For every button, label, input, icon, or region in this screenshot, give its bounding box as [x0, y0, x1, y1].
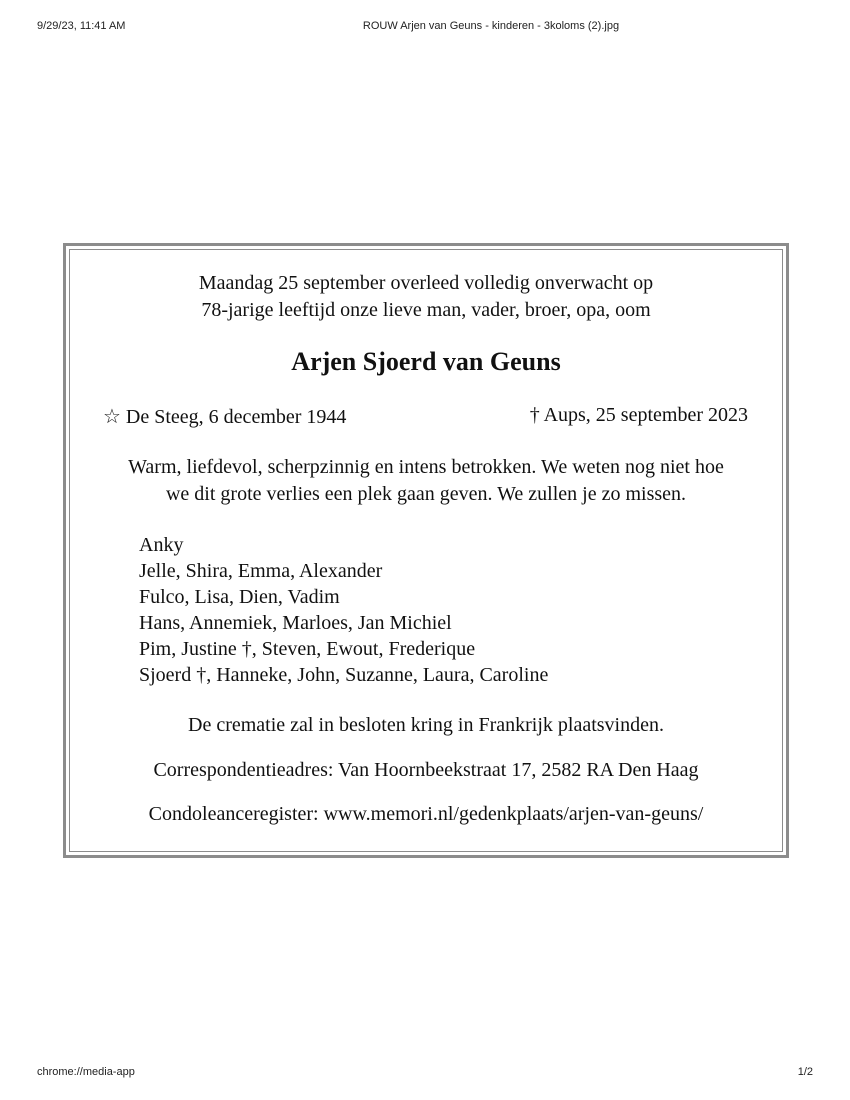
page-number: 1/2 — [797, 1066, 813, 1078]
family-line: Anky — [139, 534, 184, 556]
print-source-url: chrome://media-app — [37, 1066, 135, 1078]
intro-line-1: Maandag 25 september overleed volledig onverwacht op — [198, 272, 654, 294]
death-notice — [69, 249, 783, 852]
death-date: † Aups, 25 september 2023 — [529, 404, 748, 426]
family-line: Fulco, Lisa, Dien, Vadim — [139, 586, 340, 608]
deceased-name: Arjen Sjoerd van Geuns — [291, 347, 561, 376]
correspondence-address: Correspondentieadres: Van Hoornbeekstraat 17, 2582 RA Den Haag — [153, 759, 699, 781]
intro-line-2: 78-jarige leeftijd onze lieve man, vader, broer, opa, oom — [201, 299, 651, 321]
tribute-line-1: Warm, liefdevol, scherpzinnig en intens betrokken. We weten nog niet hoe — [128, 456, 724, 478]
family-line: Hans, Annemiek, Marloes, Jan Michiel — [139, 612, 452, 634]
death-notice-frame — [63, 243, 789, 858]
family-line: Jelle, Shira, Emma, Alexander — [139, 560, 383, 582]
print-timestamp: 9/29/23, 11:41 AM — [37, 20, 126, 32]
cremation-note: De crematie zal in besloten kring in Frankrijk plaatsvinden. — [188, 714, 664, 736]
condolence-register: Condoleanceregister: www.memori.nl/gedenkplaats/arjen-van-geuns/ — [148, 803, 704, 825]
family-line: Sjoerd †, Hanneke, John, Suzanne, Laura, Caroline — [139, 664, 549, 686]
print-document-title: ROUW Arjen van Geuns - kinderen - 3koloms (2).jpg — [362, 20, 620, 32]
family-line: Pim, Justine †, Steven, Ewout, Frederique — [139, 638, 476, 660]
family-list — [139, 532, 548, 688]
tribute-line-2: we dit grote verlies een plek gaan geven. We zullen je zo missen. — [165, 483, 687, 505]
birth-date: ☆ De Steeg, 6 december 1944 — [103, 406, 347, 428]
